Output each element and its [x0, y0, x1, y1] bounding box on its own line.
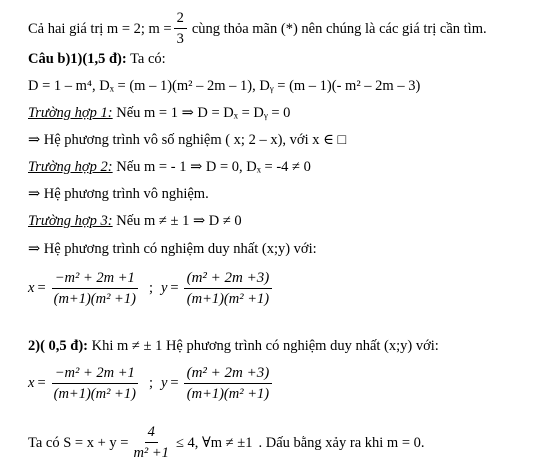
solution-formula-1 [28, 270, 274, 307]
conclusion-line [28, 10, 487, 47]
x-denominator: (m+1)(m² +1) [53, 291, 136, 307]
x-fraction [51, 365, 139, 402]
sum-denominator: m² +1 [133, 445, 169, 461]
part2-heading: 2)( 0,5 đ): [28, 338, 89, 354]
case1-result: ⇒ Hệ phương trình vô số nghiệm ( x; 2 – x), với x ∈ □ [28, 132, 347, 148]
fraction-numerator: 2 [174, 10, 187, 29]
x-variable: x [28, 375, 35, 391]
final-suffix: . Dấu bằng xảy ra khi m = 0. [258, 434, 425, 451]
case2-line [28, 158, 311, 176]
part-b1-heading: Câu b)1)(1,5 đ): [28, 51, 127, 67]
sum-numerator: 4 [145, 424, 158, 443]
case3-line [28, 212, 242, 230]
fraction-denominator: 3 [176, 31, 184, 47]
case1-label: Trường hợp 1: [28, 105, 113, 121]
part-b1-heading-line [28, 50, 166, 68]
equals-sign: = [170, 280, 179, 296]
x-numerator: −m² + 2m +1 [52, 365, 138, 384]
solution-formula-2 [28, 365, 274, 402]
y-variable: y [160, 280, 168, 296]
case3-result: ⇒ Hệ phương trình có nghiệm duy nhất (x;y) với: [28, 241, 317, 257]
part2-text: Khi m ≠ ± 1 Hệ phương trình có nghiệm duy nhất (x;y) với: [91, 338, 439, 354]
case2-label: Trường hợp 2: [28, 159, 113, 175]
formula-separator: ; [148, 375, 153, 391]
part2-heading-line [28, 337, 439, 355]
equals-sign: = [37, 375, 46, 391]
case1-line [28, 104, 290, 122]
y-denominator: (m+1)(m² +1) [186, 386, 270, 402]
final-line [28, 424, 425, 461]
equals-sign: = [37, 280, 46, 296]
conclusion-suffix: cùng thỏa mãn (*) nên chúng là các giá trị cần tìm. [191, 20, 487, 37]
y-denominator: (m+1)(m² +1) [186, 291, 270, 307]
equals-sign: = [170, 375, 179, 391]
case2-text: Nếu m = - 1 ⇒ D = 0, Dₓ = -4 ≠ 0 [116, 159, 311, 175]
sum-fraction [130, 424, 171, 461]
y-fraction [184, 365, 273, 402]
y-numerator: (m² + 2m +3) [184, 270, 273, 289]
y-variable: y [160, 375, 168, 391]
x-variable: x [28, 280, 35, 296]
case3-text: Nếu m ≠ ± 1 ⇒ D ≠ 0 [116, 213, 242, 229]
part-b1-text: Ta có: [130, 51, 166, 67]
x-denominator: (m+1)(m² +1) [53, 386, 136, 402]
x-numerator: −m² + 2m +1 [52, 270, 138, 289]
determinants-line: D = 1 – m⁴, Dₓ = (m – 1)(m² – 2m – 1), Dᵧ = (m – 1)(- m² – 2m – 3) [28, 78, 421, 94]
final-prefix: Ta có S = x + y = [28, 434, 129, 451]
x-fraction [51, 270, 139, 307]
case3-label: Trường hợp 3: [28, 213, 113, 229]
fraction-two-thirds [174, 10, 187, 47]
y-fraction [184, 270, 273, 307]
formula-separator: ; [148, 280, 153, 296]
conclusion-prefix: Cả hai giá trị m = 2; m = [28, 20, 172, 37]
case2-result: ⇒ Hệ phương trình vô nghiệm. [28, 186, 209, 202]
sum-condition: ≤ 4, ∀m ≠ ±1 [175, 434, 253, 451]
case1-text: Nếu m = 1 ⇒ D = Dₓ = Dᵧ = 0 [116, 105, 291, 121]
y-numerator: (m² + 2m +3) [184, 365, 273, 384]
